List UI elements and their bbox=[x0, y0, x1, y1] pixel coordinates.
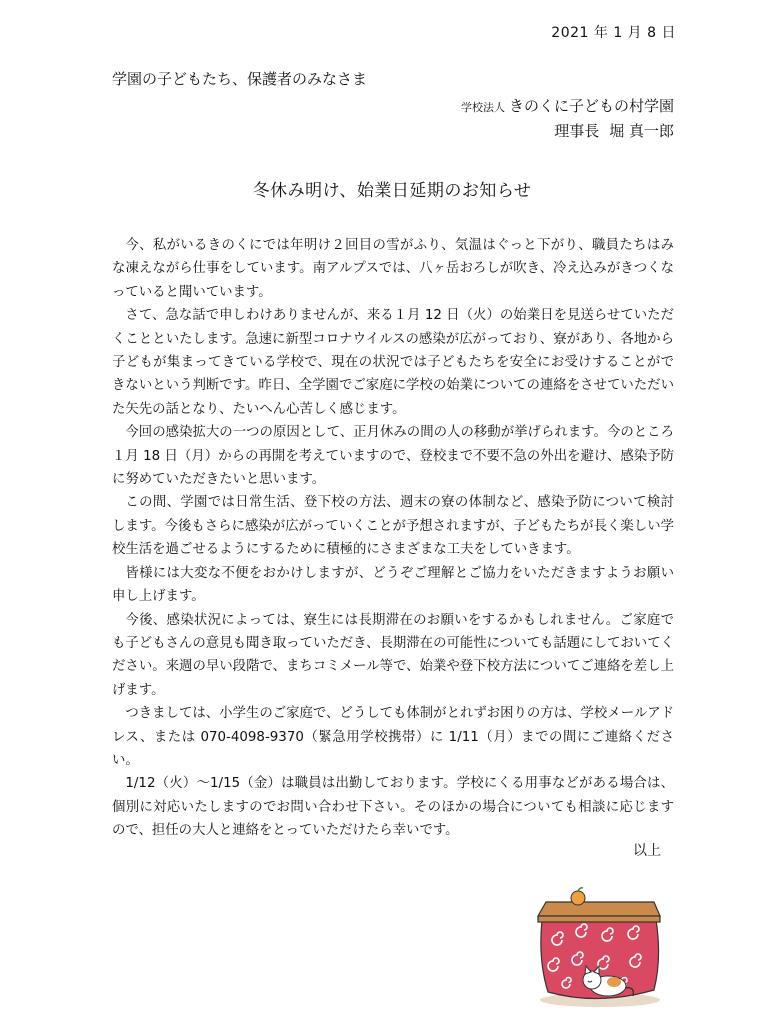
letter-title: 冬休み明け、始業日延期のお知らせ bbox=[252, 181, 532, 201]
letter-body bbox=[112, 234, 674, 843]
body-paragraph: 今、私がいるきのくにでは年明け２回目の雪がふり、気温はぐっと下がり、職員たちはみな凍えながら仕事をしています。南アルプスでは、八ヶ岳おろしが吹き、冷え込みがきつくなっていると聞いています。 bbox=[112, 238, 674, 300]
body-paragraph: さて、急な話で申しわけありませんが、来る１月 12 日（火）の始業日を見送らせていただくことといたします。急速に新型コロナウイルスの感染が広がっており、寮があり、各地から子どもが集まってきている学校で、現在の状況では子どもたちを安全にお受けすることができないという判断です。昨日、全学園でご家庭に学校の始業についての連絡をさせていただいた矢先の話となり、たいへん心苦しく感じます。 bbox=[112, 308, 674, 417]
sender-org-name: きのくに子どもの村学園 bbox=[508, 97, 674, 115]
closing-mark: 以上 bbox=[633, 843, 661, 859]
body-paragraph: 今回の感染拡大の一つの原因として、正月休みの間の人の移動が挙げられます。今のところ１月 18 日（月）からの再開を考えていますので、登校まで不要不急の外出を避け、感染予防に努めていただきたいと思います。 bbox=[112, 425, 674, 488]
kotatsu-cat-icon bbox=[528, 880, 668, 1010]
body-paragraph: 1/12（火）〜1/15（金）は職員は出勤しております。学校にくる用事などがある場合は、個別に対応いたしますのでお問い合わせ下さい。そのほかの場合についても相談に応じますので、担任の大人と連絡をとっていただけたら幸いです。 bbox=[112, 776, 674, 839]
body-paragraph: この間、学園では日常生活、登下校の方法、週末の寮の体制など、感染予防について検討します。今後もさらに感染が広がっていくことが予想されますが、子どもたちが長く楽しい学校生活を過ごせるようにするために積極的にさまざまな工夫をしていきます。 bbox=[112, 495, 674, 558]
body-paragraph: つきましては、小学生のご家庭で、どうしても体制がとれずお困りの方は、学校メールアドレス、または 070-4098-9370（緊急用学校携帯）に 1/11（月）までの間にご連絡ください。 bbox=[112, 706, 674, 768]
body-paragraph: 今後、感染状況によっては、寮生には長期滞在のお願いをするかもしれません。ご家庭でも子どもさんの意見も聞き取っていただき、長期滞在の可能性についても話題にしておいてください。来週の早い段階で、まちコミメール等で、始業や登下校方法についてご連絡を差し上げます。 bbox=[112, 612, 674, 698]
sender-role: 理事長 bbox=[554, 122, 600, 140]
kotatsu-cat-illustration bbox=[528, 880, 668, 1010]
sender-organization bbox=[461, 95, 674, 116]
sender-person-name: 堀 真一郎 bbox=[609, 122, 674, 140]
body-paragraph: 皆様には大変な不便をおかけしますが、どうぞご理解とご協力をいただきますようお願い申し上げます。 bbox=[112, 565, 674, 605]
sender-signature bbox=[554, 120, 674, 141]
sender-org-prefix: 学校法人 bbox=[460, 101, 505, 114]
letter-date: 2021 年 1 月 8 日 bbox=[551, 25, 676, 41]
recipients: 学園の子どもたち、保護者のみなさま bbox=[112, 70, 368, 88]
